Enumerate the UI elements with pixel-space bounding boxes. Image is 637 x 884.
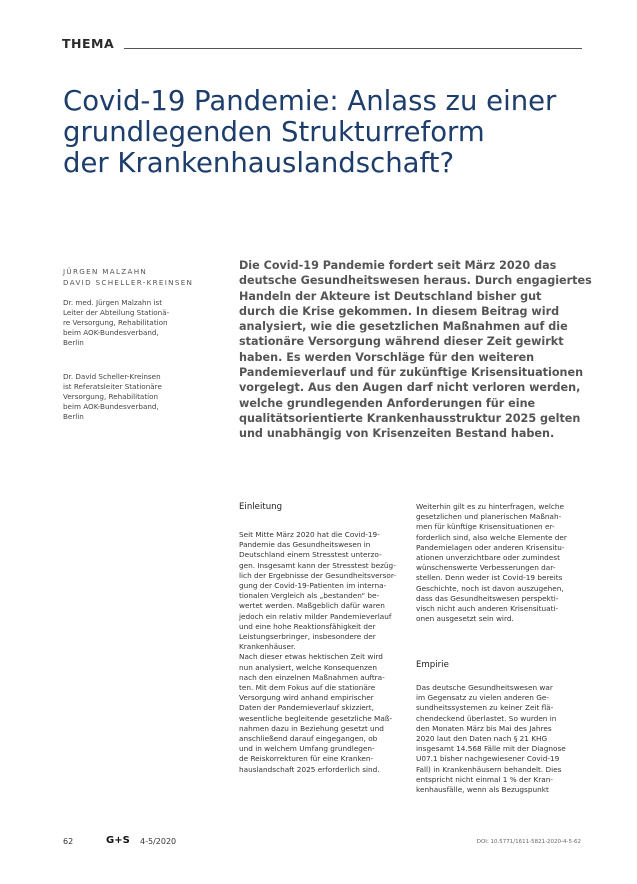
body-line: Deutschland einem Stresstest unterzo- (239, 550, 382, 560)
body-line: Das deutsche Gesundheitswesen war (416, 683, 553, 692)
body-line: jedoch ein relativ milder Pandemieverlauf (239, 611, 392, 621)
body-line: insgesamt 14.568 Fälle mit der Diagnose (416, 744, 566, 754)
affiliation-line: Versorgung, Rehabilitation (63, 392, 159, 401)
body-column-right-bottom (416, 683, 591, 795)
affiliation-line: re Versorgung, Rehabilitation (63, 318, 168, 327)
lead-line: Handeln der Akteure ist Deutschland bisher gut (239, 289, 542, 303)
lead-line: haben. Es werden Vorschläge für den weiteren (239, 350, 535, 364)
body-line: gesetzlichen und planerischen Maßnah- (416, 512, 562, 522)
body-line: und eine hohe Reaktionsfähigkeit der (239, 621, 376, 631)
body-column-left (239, 530, 414, 775)
body-line: nun analysiert, welche Konsequenzen (239, 662, 377, 672)
body-line: wertet werden. Maßgeblich dafür waren (239, 601, 385, 611)
affiliation-line: beim AOK-Bundesverband, (63, 402, 159, 411)
body-line: anschließend darauf eingegangen, ob (239, 734, 378, 744)
body-line: entspricht nicht einmal 1 % der Kran- (416, 774, 553, 784)
body-line: wesentliche begleitende gesetzliche Maß- (239, 713, 393, 723)
body-line: onen ausgesetzt sein wird. (416, 614, 514, 624)
lead-line: qualitätsorientierte Krankenhausstruktur 2025 gelten (239, 411, 581, 425)
body-line: gen. Insgesamt kann der Stresstest bezüg- (239, 560, 396, 570)
body-line: Daten der Pandemieverlauf skizziert, (239, 703, 374, 713)
affiliation-line: Dr. David Scheller-Kreinsen (63, 372, 161, 381)
body-line: chendeckend überlastet. So wurden in (416, 713, 557, 723)
section-label: THEMA (62, 36, 115, 51)
lead-line: deutsche Gesundheitswesen heraus. Durch engagiertes (239, 274, 592, 288)
lead-line: stationäre Versorgung während dieser Zeit gewirkt (239, 335, 564, 349)
body-line: U07.1 bisher nachgewiesener Covid-19 (416, 754, 560, 764)
title-line: der Krankenhauslandschaft? (63, 147, 455, 179)
body-line: wünschenswerte Verbesserungen dar- (416, 563, 556, 573)
title-line: Covid-19 Pandemie: Anlass zu einer (63, 85, 557, 117)
lead-line: Pandemieverlauf und für zukünftige Krisensituationen (239, 366, 584, 380)
affiliation-line: beim AOK-Bundesverband, (63, 328, 159, 337)
body-line: Pandemie das Gesundheitswesen in (239, 540, 371, 550)
page-number: 62 (63, 837, 74, 846)
section-rule (124, 48, 582, 49)
body-line: kenhausfälle, wenn als Bezugspunkt (416, 785, 549, 795)
body-line: hauslandschaft 2025 erforderlich sind. (239, 764, 380, 774)
affiliation-line: Berlin (63, 412, 84, 421)
body-line: im Gegensatz zu vielen anderen Ge- (416, 693, 549, 703)
body-line: Fall) in Krankenhäusern behandelt. Dies (416, 764, 562, 774)
author-name: DAVID SCHELLER-KREINSEN (63, 278, 194, 287)
body-line: 2020 laut den Daten nach § 21 KHG (416, 734, 548, 744)
body-line: forderlich sind, also welche Elemente der (416, 532, 567, 542)
journal-issue: 4-5/2020 (140, 837, 177, 846)
lead-line: durch die Krise gekommen. In diesem Beitrag wird (239, 304, 560, 318)
lead-line: analysiert, wie die gesetzlichen Maßnahmen auf die (239, 320, 568, 334)
affiliation-line: Leiter der Abteilung Stationä- (63, 308, 170, 317)
body-line: Seit Mitte März 2020 hat die Covid-19- (239, 530, 380, 539)
author-name: JÜRGEN MALZAHN (63, 267, 148, 276)
body-line: Geschichte, noch ist davon auszugehen, (416, 583, 564, 593)
body-line: Weiterhin gilt es zu hinterfragen, welche (416, 502, 565, 511)
body-column-right-top (416, 502, 591, 624)
lead-line: Die Covid-19 Pandemie fordert seit März 2020 das (239, 259, 557, 272)
body-line: Krankenhäuser. (239, 642, 296, 652)
body-line: sundheitssystemen zu keiner Zeit flä- (416, 703, 554, 713)
lead-paragraph (239, 258, 592, 442)
body-line: men für künftige Krisensituationen er- (416, 522, 555, 532)
affiliation-line: ist Referatsleiter Stationäre (63, 382, 162, 391)
title-line: grundlegenden Strukturreform (63, 116, 485, 148)
doi-label: DOI: 10.5771/1611-5821-2020-4-5-62 (476, 839, 581, 845)
body-line: gung der Covid-19-Patienten im interna- (239, 581, 387, 591)
section-heading-einleitung: Einleitung (239, 502, 283, 512)
article-title (63, 86, 603, 179)
author-affiliation (63, 298, 188, 348)
body-line: Leistungserbringer, insbesondere der (239, 632, 376, 642)
body-line: stellen. Denn weder ist Covid-19 bereits (416, 573, 563, 583)
section-heading-empirie: Empirie (416, 660, 449, 670)
body-line: dass das Gesundheitswesen perspekti- (416, 593, 559, 603)
lead-line: vorgelegt. Aus den Augen darf nicht verloren werden, (239, 381, 581, 395)
body-line: de Reiskorrekturen für eine Kranken- (239, 754, 374, 764)
body-line: den Monaten März bis Mai des Jahres (416, 723, 552, 733)
body-line: visch nicht auch anderen Krisensituati- (416, 604, 559, 614)
body-line: nahmen dazu in Beziehung gesetzt und (239, 723, 384, 733)
author-list (63, 266, 193, 288)
lead-line: und unabhängig von Krisenzeiten Bestand haben. (239, 427, 555, 441)
body-line: Pandemielagen oder anderen Krisensitu- (416, 542, 565, 552)
author-affiliation (63, 372, 188, 422)
body-line: Nach dieser etwas hektischen Zeit wird (239, 652, 383, 662)
body-line: tionalen Vergleich als „bestanden“ be- (239, 591, 380, 601)
affiliation-line: Dr. med. Jürgen Malzahn ist (63, 298, 163, 307)
body-line: lich der Ergebnisse der Gesundheitsversor- (239, 570, 397, 580)
body-line: ationen unverzichtbare oder zumindest (416, 553, 560, 563)
lead-line: welche grundlegenden Anforderungen für eine (239, 396, 536, 410)
journal-brand: G+S (106, 835, 130, 846)
body-line: und in welchem Umfang grundlegen- (239, 744, 375, 754)
body-line: Versorgung wird anhand empirischer (239, 693, 374, 703)
affiliation-line: Berlin (63, 338, 84, 347)
body-line: nach den einzelnen Maßnahmen auftra- (239, 672, 385, 682)
body-line: ten. Mit dem Fokus auf die stationäre (239, 683, 376, 693)
